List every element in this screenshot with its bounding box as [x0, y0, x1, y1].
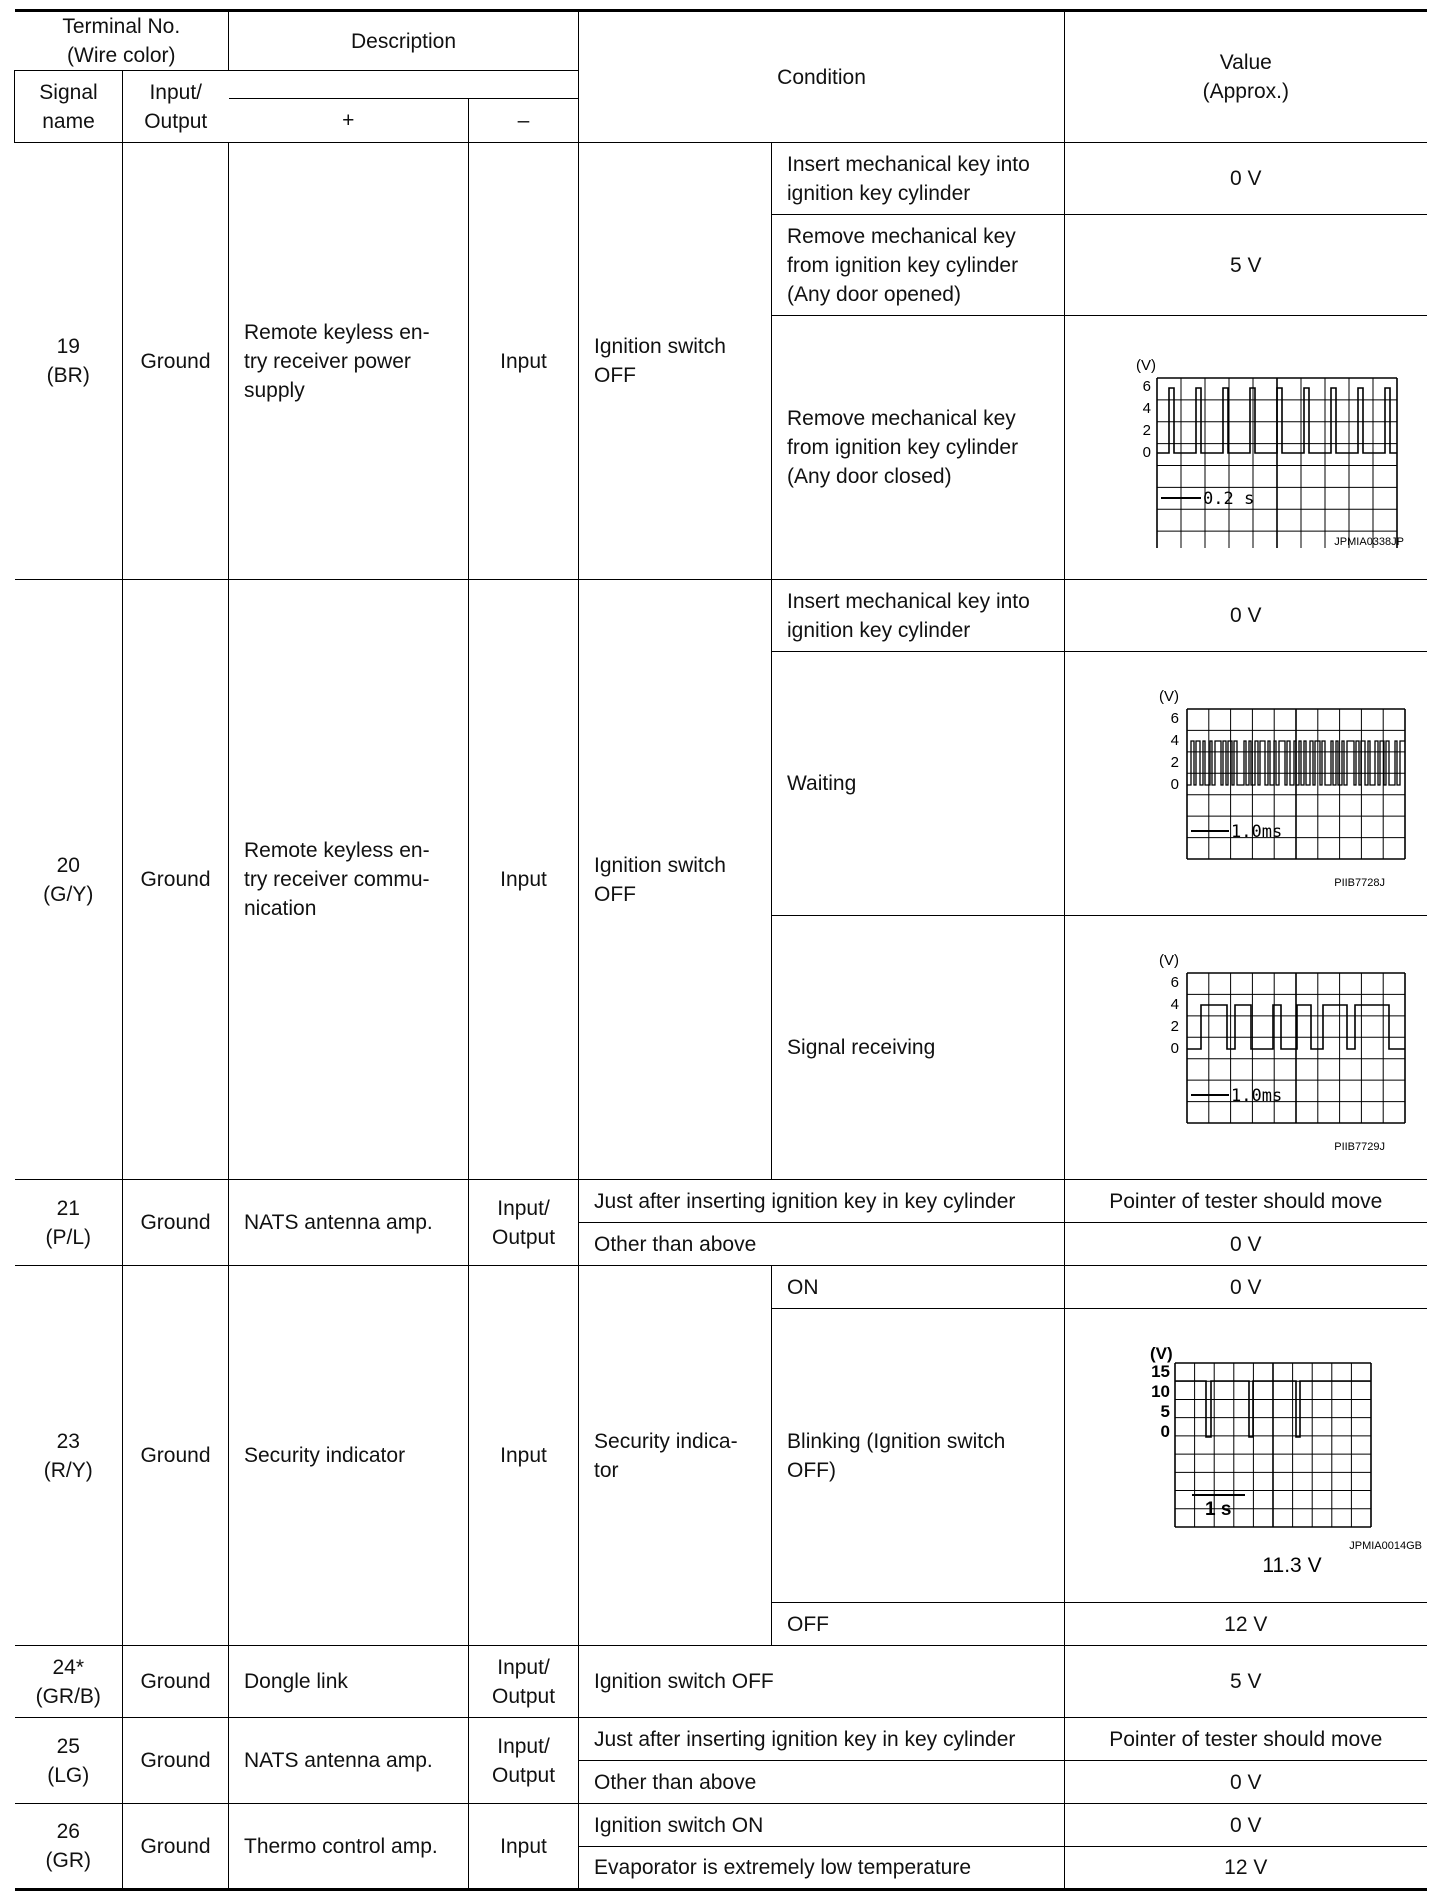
signal-name: Security indicator	[229, 1266, 469, 1646]
io-type: Input	[469, 143, 579, 580]
signal-name: Remote keyless en- try receiver commu- nication	[229, 580, 469, 1180]
ground-label: Ground	[123, 580, 229, 1180]
ground-label: Ground	[123, 1266, 229, 1646]
table-row	[15, 1718, 1427, 1761]
terminal-number: 19 (BR)	[15, 143, 123, 580]
table-row	[15, 1804, 1427, 1847]
waveform-cell	[1065, 1309, 1427, 1603]
table-row	[15, 1180, 1427, 1223]
condition-sub: Ignition switch OFF	[579, 1646, 1065, 1718]
waveform-tick: 2	[1170, 753, 1179, 771]
value-cell: 0 V	[1065, 580, 1427, 652]
condition-sub: Other than above	[579, 1761, 1065, 1804]
ground-label: Ground	[123, 143, 229, 580]
condition-sub: Remove mechanical key from ignition key cylinder (Any door closed)	[772, 316, 1065, 580]
terminal-table-sheet	[14, 9, 1426, 1879]
waveform-cell	[1065, 316, 1427, 580]
waveform-tick: 4	[1142, 399, 1151, 417]
figure-code: JPMIA0014GB	[1348, 1539, 1422, 1552]
condition-sub: Insert mechanical key into ignition key cylinder	[772, 580, 1065, 652]
io-type: Input/ Output	[469, 1718, 579, 1804]
terminal-table	[14, 9, 1427, 1891]
condition-sub: Insert mechanical key into ignition key cylinder	[772, 143, 1065, 215]
value-cell: 0 V	[1065, 1804, 1427, 1847]
condition-sub: Just after inserting ignition key in key cylinder	[579, 1180, 1065, 1223]
figure-code: PIIB7728J	[1333, 876, 1385, 889]
waveform-tick: 2	[1142, 421, 1151, 439]
terminal-number: 21 (P/L)	[15, 1180, 123, 1266]
condition-sub: Signal receiving	[772, 916, 1065, 1180]
ground-label: Ground	[123, 1804, 229, 1890]
ground-label: Ground	[123, 1180, 229, 1266]
figure-code: PIIB7729J	[1333, 1140, 1385, 1153]
waveform-jpmia0338jp	[1099, 348, 1409, 548]
io-type: Input/ Output	[469, 1646, 579, 1718]
value-cell: 0 V	[1065, 1761, 1427, 1804]
table-row	[15, 1266, 1427, 1309]
waveform-tick: 10	[1150, 1381, 1170, 1401]
terminal-number: 26 (GR)	[15, 1804, 123, 1890]
waveform-piib7729j	[1149, 943, 1409, 1153]
condition-sub: Just after inserting ignition key in key cylinder	[579, 1718, 1065, 1761]
signal-name: NATS antenna amp.	[229, 1180, 469, 1266]
header-plus: +	[229, 99, 469, 143]
value-cell: 5 V	[1065, 215, 1427, 316]
header-description: Description	[229, 11, 579, 71]
waveform-tick: 5	[1160, 1401, 1170, 1421]
waveform-tick: 0	[1170, 775, 1179, 793]
signal-name: Thermo control amp.	[229, 1804, 469, 1890]
waveform-tick: 0	[1160, 1421, 1170, 1441]
terminal-number: 24* (GR/B)	[15, 1646, 123, 1718]
waveform-cell	[1065, 916, 1427, 1180]
waveform-tick: 6	[1170, 709, 1179, 727]
signal-name: NATS antenna amp.	[229, 1718, 469, 1804]
condition-sub: OFF	[772, 1603, 1065, 1646]
condition-main: Security indica- tor	[579, 1266, 772, 1646]
waveform-grid	[1187, 973, 1405, 1123]
condition-main: Ignition switch OFF	[579, 143, 772, 580]
condition-sub: Evaporator is extremely low temperature	[579, 1847, 1065, 1890]
waveform-tick: 0	[1142, 443, 1151, 461]
condition-sub: ON	[772, 1266, 1065, 1309]
condition-main: Ignition switch OFF	[579, 580, 772, 1180]
io-type: Input	[469, 1266, 579, 1646]
value-cell: Pointer of tester should move	[1065, 1180, 1427, 1223]
header-row-1	[15, 11, 1427, 71]
waveform-unit: (V)	[1158, 687, 1179, 705]
waveform-cell	[1065, 652, 1427, 916]
value-cell: 12 V	[1065, 1847, 1427, 1890]
table-row	[15, 1646, 1427, 1718]
table-row	[15, 580, 1427, 652]
terminal-number: 20 (G/Y)	[15, 580, 123, 1180]
value-cell: 0 V	[1065, 1266, 1427, 1309]
terminal-number: 25 (LG)	[15, 1718, 123, 1804]
header-signal-name: Signal name	[15, 71, 123, 143]
waveform-unit: (V)	[1158, 951, 1179, 969]
io-type: Input/ Output	[469, 1180, 579, 1266]
io-type: Input	[469, 1804, 579, 1890]
waveform-unit: (V)	[1135, 356, 1156, 374]
value-cell: 12 V	[1065, 1603, 1427, 1646]
header-condition: Condition	[579, 11, 1065, 143]
io-type: Input	[469, 580, 579, 1180]
waveform-tick: 4	[1170, 731, 1179, 749]
waveform-tick: 15	[1150, 1361, 1170, 1381]
header-value: Value (Approx.)	[1065, 11, 1427, 143]
ground-label: Ground	[123, 1646, 229, 1718]
value-cell: Pointer of tester should move	[1065, 1718, 1427, 1761]
condition-sub: Blinking (Ignition switch OFF)	[772, 1309, 1065, 1603]
waveform-jpmia0014gb	[1097, 1337, 1427, 1575]
waveform-piib7728j	[1149, 679, 1409, 889]
header-io: Input/ Output	[123, 71, 229, 143]
signal-name: Remote keyless en- try receiver power supply	[229, 143, 469, 580]
value-cell: 0 V	[1065, 143, 1427, 215]
waveform-tick: 6	[1142, 377, 1151, 395]
condition-sub: Remove mechanical key from ignition key cylinder (Any door opened)	[772, 215, 1065, 316]
value-under-waveform: 11.3 V	[1261, 1553, 1322, 1575]
ground-label: Ground	[123, 1718, 229, 1804]
waveform-tick: 2	[1170, 1017, 1179, 1035]
header-minus: –	[469, 99, 579, 143]
waveform-timebase: 1.0ms	[1230, 821, 1282, 842]
waveform-timebase: 0.2 s	[1202, 488, 1254, 509]
value-cell: 0 V	[1065, 1223, 1427, 1266]
waveform-timebase: 1.0ms	[1230, 1085, 1282, 1106]
waveform-trace	[1187, 741, 1405, 785]
signal-name: Dongle link	[229, 1646, 469, 1718]
waveform-tick: 4	[1170, 995, 1179, 1013]
waveform-unit: (V)	[1149, 1343, 1173, 1363]
waveform-tick: 0	[1170, 1039, 1179, 1057]
value-cell: 5 V	[1065, 1646, 1427, 1718]
waveform-tick: 6	[1170, 973, 1179, 991]
figure-code: JPMIA0338JP	[1333, 535, 1404, 548]
waveform-timebase: 1 s	[1204, 1498, 1231, 1520]
condition-sub: Other than above	[579, 1223, 1065, 1266]
condition-sub: Ignition switch ON	[579, 1804, 1065, 1847]
terminal-number: 23 (R/Y)	[15, 1266, 123, 1646]
table-row	[15, 143, 1427, 215]
header-terminal: Terminal No. (Wire color)	[15, 11, 229, 71]
condition-sub: Waiting	[772, 652, 1065, 916]
